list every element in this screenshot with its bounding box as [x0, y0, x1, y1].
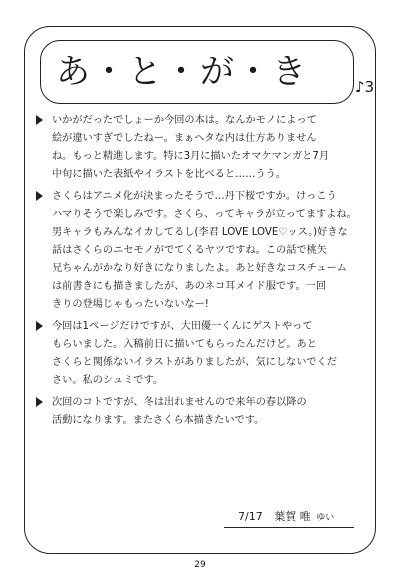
- text-line: ハマりそうで楽しみです。さくら、ってキャラが立ってますよね。: [52, 209, 357, 220]
- title-doodle: ♪3: [355, 78, 375, 96]
- afterword-body: [36, 112, 362, 430]
- text-line: きりの登場じゃもったいないなー!: [52, 299, 209, 310]
- text-line: 今回は1ページだけですが、大田優一くんにゲストやって: [52, 321, 313, 332]
- bullet-arrow-icon: [36, 321, 43, 331]
- paragraph: [36, 318, 362, 390]
- signature-mark: ゆい: [316, 513, 335, 523]
- text-line: ね。もっと精進します。特に3月に描いたオマケマンガと7月: [52, 151, 330, 162]
- text-line: 絵が違いすぎでしたねー。まぁヘタな内は仕方ありません: [52, 133, 317, 144]
- paragraph: [36, 112, 362, 184]
- signature-author: 葉賀 唯: [274, 510, 311, 523]
- text-line: 次回のコトですが、冬は出れませんので来年の春以降の: [52, 397, 307, 408]
- signature: [238, 508, 334, 524]
- paragraph: [36, 394, 362, 430]
- text-line: さくらはアニメ化が決まったそうで…丹下桜ですか。けっこう: [52, 191, 337, 202]
- text-line: さい。私のシュミです。: [52, 375, 164, 386]
- signature-date: 7/17: [238, 510, 263, 523]
- text-line: 活動になります。またさくら本描きたいです。: [52, 415, 265, 426]
- text-line: は前書きにも描きましたが、あのネコ耳メイド服です。一回: [52, 281, 327, 292]
- text-line: いかがだったでしょーか今回の本は。なんかモノによって: [52, 115, 317, 126]
- text-line: さくらと関係ないイラストがありましたが、気にしないでくだ: [52, 357, 337, 368]
- signature-underline: [224, 527, 354, 528]
- text-line: もらいました。入稿前日に描いてもらったんだけど。あと: [52, 339, 317, 350]
- page-number: 29: [194, 560, 206, 570]
- text-line: 兄ちゃんがかなり好きになりましたよ。あと好きなコスチューム: [52, 263, 347, 274]
- bullet-arrow-icon: [36, 115, 43, 125]
- text-line: 男キャラもみんなイカしてるし(李君 LOVE LOVE♡ッス。)好きな: [52, 227, 348, 238]
- paragraph: [36, 188, 362, 314]
- page-title: あ・と・が・き: [56, 52, 308, 92]
- text-line: 中旬に描いた表紙やイラストを比べると……うう。: [52, 169, 287, 180]
- text-line: 話はさくらのニセモノがでてくるヤツですね。この話で桃矢: [52, 245, 327, 256]
- bullet-arrow-icon: [36, 191, 43, 201]
- bullet-arrow-icon: [36, 397, 43, 407]
